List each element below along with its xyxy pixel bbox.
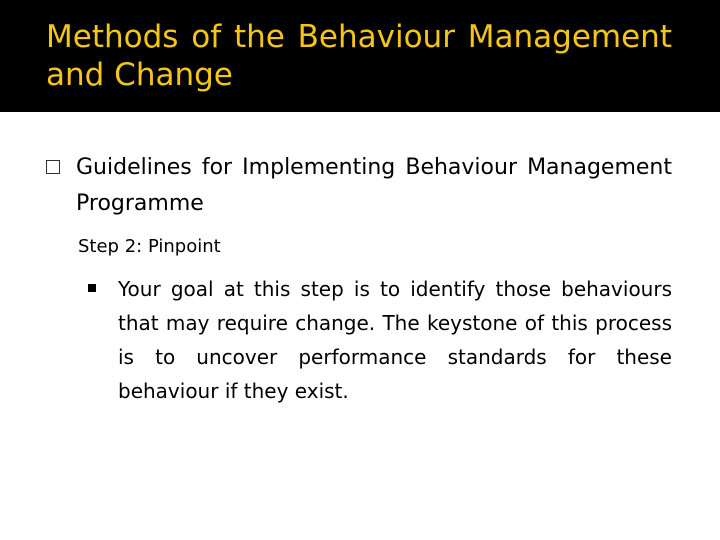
step-heading: Step 2: Pinpoint [78, 236, 221, 257]
bullet-level-2 [88, 272, 672, 408]
slide-title: Methods of the Behaviour Management and Change [46, 19, 672, 93]
bullet-level-1 [46, 150, 672, 222]
bullet-level-1-text: Guidelines for Implementing Behaviour Management Programme [76, 155, 672, 216]
filled-square-bullet-icon [88, 272, 118, 408]
bullet-level-2-text: Your goal at this step is to identify those behaviours that may require change. The keystone of this process is to uncover performance standards for these behaviour if they exist. [118, 277, 672, 403]
hollow-square-bullet-icon [46, 150, 76, 222]
